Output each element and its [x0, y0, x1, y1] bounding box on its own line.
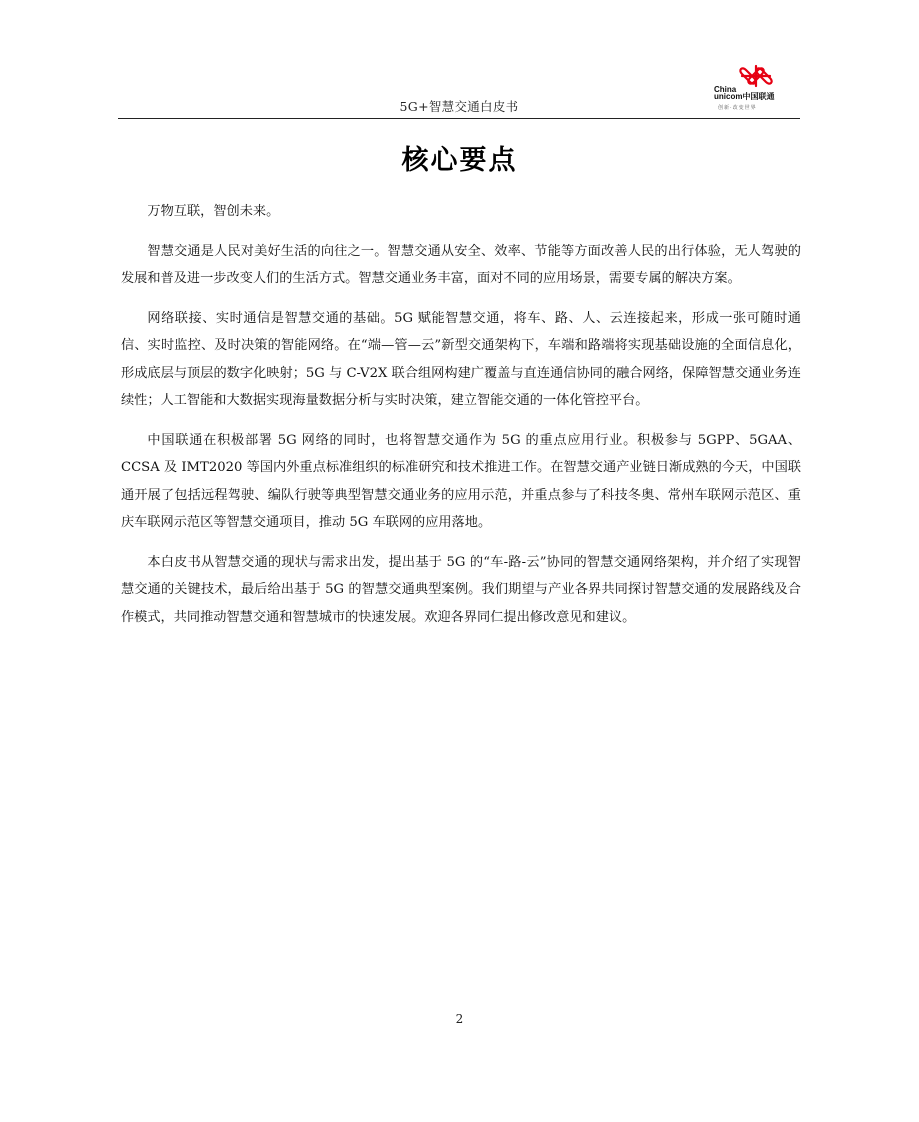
paragraph: 万物互联，智创未来。 [147, 204, 280, 219]
paragraph: 本白皮书从智慧交通的现状与需求出发，提出基于 5G 的“车-路-云”协同的智慧交通网络架构，并介绍了实现智慧交通的关键技术，最后给出基于 5G 的智慧交通典型案例。我们期望与产业各界共同探讨智慧交通的发展路线及合作模式，共同推动智慧交通和智慧城市的快速发展。欢迎各界同仁提出修改意见和建议。 [121, 554, 801, 625]
document-body [121, 198, 801, 643]
document-title: 核心要点 [401, 145, 518, 176]
paragraph: 智慧交通是人民对美好生活的向往之一。智慧交通从安全、效率、节能等方面改善人民的出行体验，无人驾驶的发展和普及进一步改变人们的生活方式。智慧交通业务丰富，面对不同的应用场景，需要专属的解决方案。 [121, 243, 801, 286]
header-title: 5G+智慧交通白皮书 [399, 99, 519, 114]
china-unicom-logo [714, 64, 800, 114]
paragraph: 网络联接、实时通信是智慧交通的基础。5G 赋能智慧交通，将车、路、人、云连接起来，形成一张可随时通信、实时监控、及时决策的智能网络。在“端—管—云”新型交通架构下，车端和路端将实现基础设施的全面信息化，形成底层与顶层的数字化映射；5G 与 C-V2X 联合组网构建广覆盖与直连通信协同的融合网络，保障智慧交通业务连续性；人工智能和大数据实现海量数据分析与实时决策，建立智能交通的一体化管控平台。 [121, 310, 801, 408]
page-header [118, 60, 800, 119]
logo-slogan: 创新·改变世界 [718, 105, 757, 111]
paragraph: 中国联通在积极部署 5G 网络的同时，也将智慧交通作为 5G 的重点应用行业。积极参与 5GPP、5GAA、CCSA 及 IMT2020 等国内外重点标准组织的标准研究和技术推进工作。在智慧交通产业链日渐成熟的今天，中国联通开展了包括远程驾驶、编队行驶等典型智慧交通业务的应用示范，并重点参与了科技冬奥、常州车联网示范区、重庆车联网示范区等智慧交通项目，推动 5G 车联网的应用落地。 [121, 432, 801, 530]
logo-text-china: China [714, 85, 737, 94]
page-number: 2 [455, 1012, 464, 1026]
logo-text-unicom: unicom中国联通 [714, 92, 775, 101]
china-unicom-knot-icon [736, 64, 776, 88]
